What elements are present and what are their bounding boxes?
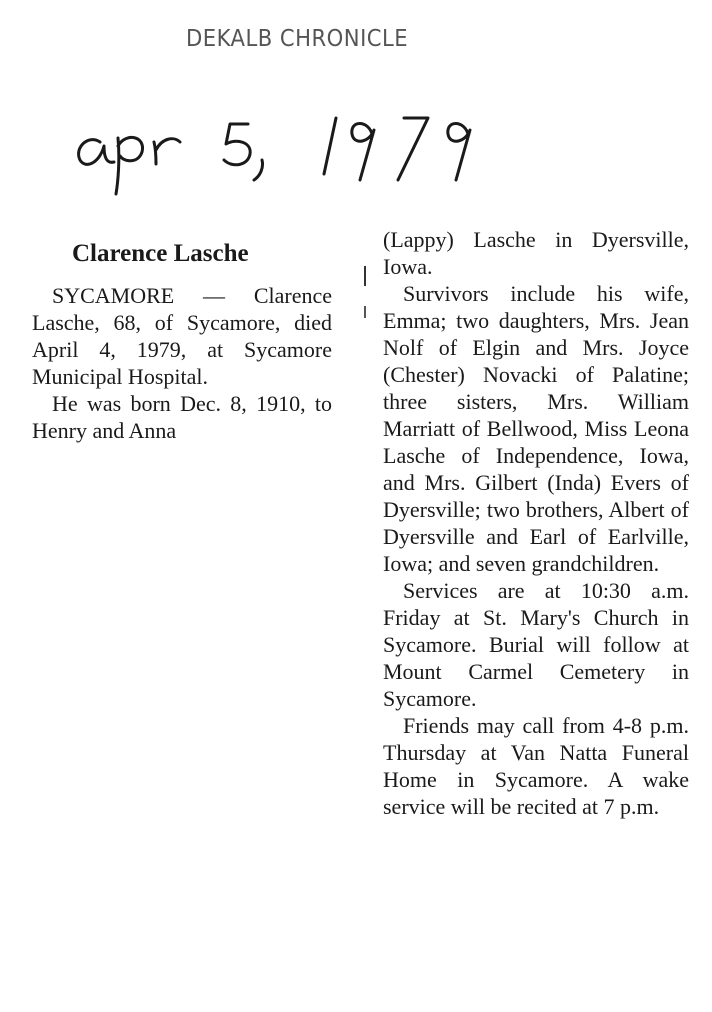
article-paragraph: (Lappy) Lasche in Dyersville, Iowa. xyxy=(383,227,689,279)
article-headline: Clarence Lasche xyxy=(72,240,249,267)
column-rule-mark xyxy=(364,266,366,286)
article-column-left xyxy=(32,238,332,444)
handwritten-date xyxy=(70,90,510,200)
article-column-right xyxy=(383,226,689,820)
newspaper-masthead: DEKALB CHRONICLE xyxy=(186,26,409,52)
article-paragraph: He was born Dec. 8, 1910, to Henry and Anna xyxy=(32,391,332,443)
article-paragraph: Survivors include his wife, Emma; two daughters, Mrs. Jean Nolf of Elgin and Mrs. Joyce (Chester) Novacki of Palatine; three sisters, Mrs. William Marriatt of Bellwood, Miss Leona Lasche of Independence, Iowa, and Mrs. Gilbert (Inda) Evers of Dyersville; two brothers, Albert of Dyersville and Earl of Earlville, Iowa; and seven grandchildren. xyxy=(383,281,689,576)
article-paragraph: Friends may call from 4-8 p.m. Thursday at Van Natta Funeral Home in Sycamore. A wake service will be recited at 7 p.m. xyxy=(383,713,689,819)
article-paragraph: SYCAMORE — Clarence Lasche, 68, of Sycamore, died April 4, 1979, at Sycamore Municipal Hospital. xyxy=(32,283,332,389)
column-rule-mark xyxy=(364,306,366,318)
article-paragraph: Services are at 10:30 a.m. Friday at St. Mary's Church in Sycamore. Burial will follow at Mount Carmel Cemetery in Sycamore. xyxy=(383,578,689,711)
